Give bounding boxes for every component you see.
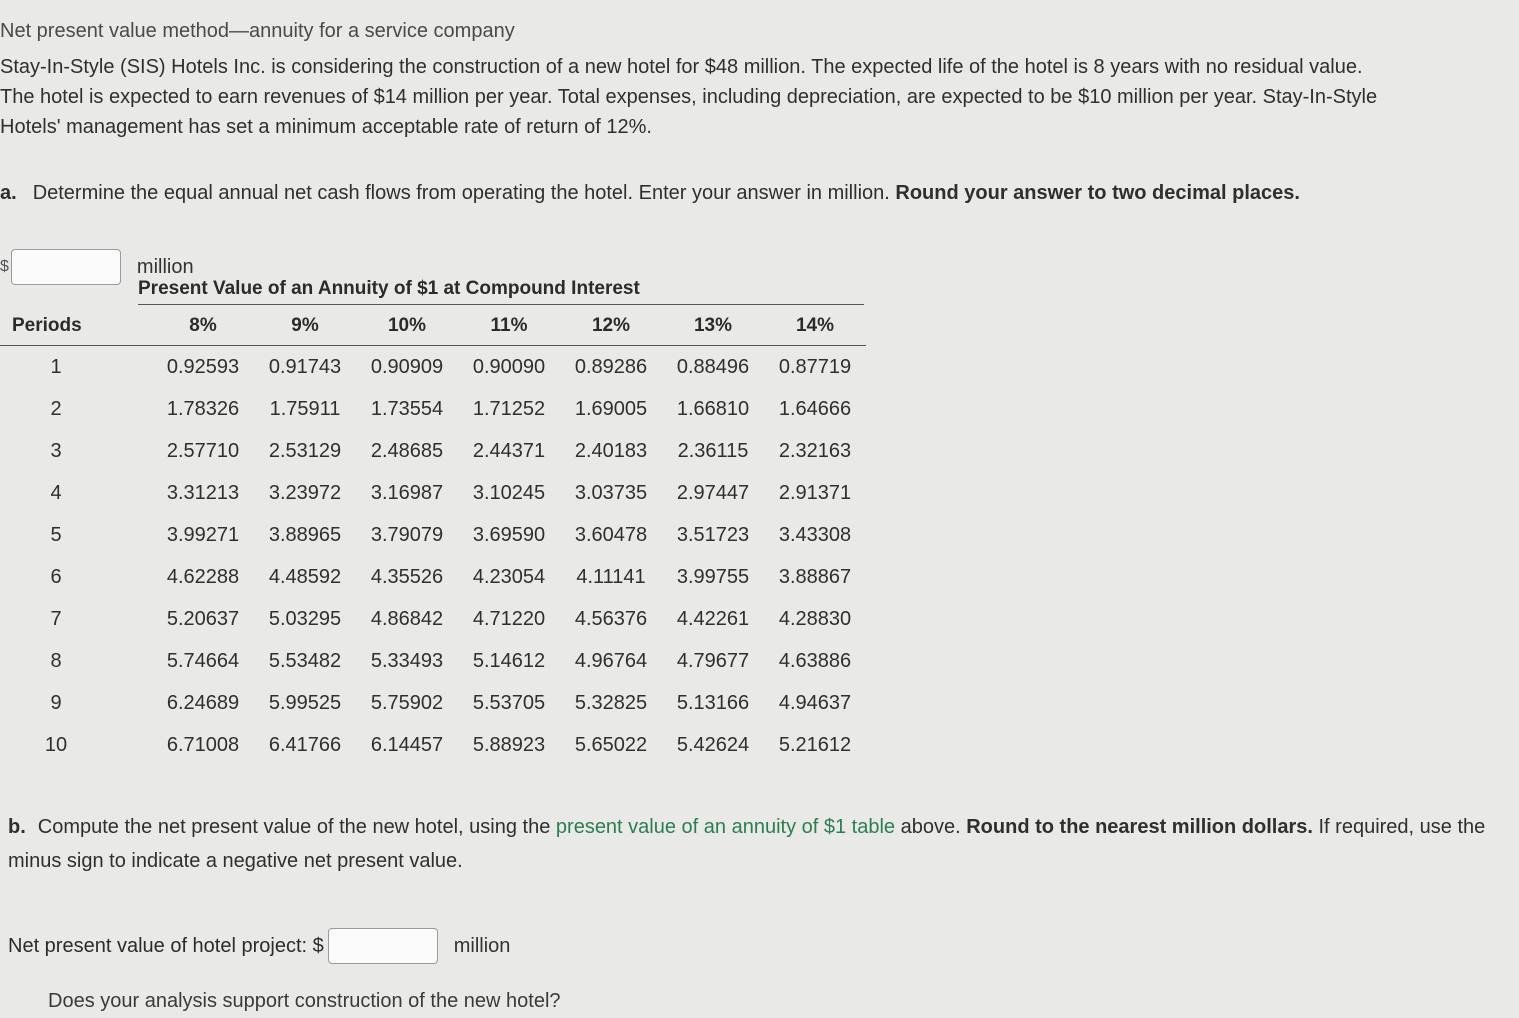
factor-cell: 5.32825 xyxy=(574,691,648,714)
rate-header: 13% xyxy=(662,305,764,346)
factor-cell: 3.99271 xyxy=(166,523,240,546)
part-a-letter: a. xyxy=(0,182,17,204)
page-title: Net present value method—annuity for a service company xyxy=(0,20,515,42)
factor-cell: 4.96764 xyxy=(574,649,648,672)
table-row xyxy=(0,514,866,556)
periods-header: Periods xyxy=(0,305,152,346)
table-title: Present Value of an Annuity of $1 at Compound Interest xyxy=(138,278,864,305)
pv-table-link[interactable]: present value of an annuity of $1 table xyxy=(555,816,896,838)
part-b-unit-label: million xyxy=(453,934,511,957)
factor-cell: 3.88867 xyxy=(778,565,852,588)
problem-statement xyxy=(0,52,1470,142)
period-cell: 8 xyxy=(50,649,62,672)
factor-cell: 1.64666 xyxy=(778,397,852,420)
factor-cell: 0.91743 xyxy=(268,355,342,378)
part-b-prompt xyxy=(8,810,1488,878)
npv-input[interactable] xyxy=(328,928,438,964)
factor-cell: 3.16987 xyxy=(370,481,444,504)
factor-cell: 4.71220 xyxy=(472,607,546,630)
factor-cell: 2.57710 xyxy=(166,439,240,462)
factor-cell: 2.44371 xyxy=(472,439,546,462)
factor-cell: 5.20637 xyxy=(166,607,240,630)
part-b-answer-row xyxy=(8,928,510,964)
factor-cell: 1.71252 xyxy=(472,397,546,420)
dollar-sign: $ xyxy=(0,258,9,275)
part-c-question: Does your analysis support construction of the new hotel? xyxy=(48,990,561,1012)
npv-label: Net present value of hotel project: xyxy=(8,934,308,957)
factor-cell: 4.56376 xyxy=(574,607,648,630)
factor-cell: 2.53129 xyxy=(268,439,342,462)
factor-cell: 2.36115 xyxy=(677,439,749,462)
factor-cell: 4.62288 xyxy=(166,565,240,588)
factor-cell: 3.51723 xyxy=(676,523,750,546)
factor-cell: 5.74664 xyxy=(166,649,240,672)
period-cell: 10 xyxy=(44,733,68,756)
period-cell: 3 xyxy=(50,439,62,462)
period-cell: 9 xyxy=(50,691,62,714)
factor-cell: 2.40183 xyxy=(574,439,648,462)
factor-cell: 5.53705 xyxy=(472,691,546,714)
factor-cell: 1.75911 xyxy=(269,397,341,420)
factor-cell: 3.31213 xyxy=(166,481,240,504)
factor-cell: 5.21612 xyxy=(778,733,852,756)
factor-cell: 1.73554 xyxy=(370,397,444,420)
pv-annuity-table xyxy=(0,305,866,766)
factor-cell: 5.75902 xyxy=(370,691,444,714)
period-cell: 6 xyxy=(50,565,62,588)
table-row xyxy=(0,556,866,598)
part-a-unit-label: million xyxy=(136,255,194,278)
table-row xyxy=(0,430,866,472)
factor-cell: 4.94637 xyxy=(778,691,852,714)
factor-cell: 3.43308 xyxy=(778,523,852,546)
table-row xyxy=(0,724,866,766)
period-cell: 5 xyxy=(50,523,62,546)
factor-cell: 2.32163 xyxy=(778,439,852,462)
factor-cell: 5.13166 xyxy=(676,691,750,714)
factor-cell: 1.69005 xyxy=(574,397,648,420)
factor-cell: 6.24689 xyxy=(166,691,240,714)
part-a-prompt xyxy=(0,182,1300,205)
rate-header: 14% xyxy=(764,305,866,346)
part-a-text: Determine the equal annual net cash flows from operating the hotel. Enter your answer in million. xyxy=(32,182,890,204)
factor-cell: 4.86842 xyxy=(370,607,444,630)
factor-cell: 0.92593 xyxy=(166,355,240,378)
rate-header: 12% xyxy=(560,305,662,346)
factor-cell: 3.99755 xyxy=(676,565,750,588)
factor-cell: 3.23972 xyxy=(268,481,342,504)
factor-cell: 5.14612 xyxy=(472,649,546,672)
rate-header: 11% xyxy=(458,305,560,346)
factor-cell: 5.99525 xyxy=(268,691,342,714)
factor-cell: 5.53482 xyxy=(268,649,342,672)
factor-cell: 3.60478 xyxy=(574,523,648,546)
factor-cell: 6.14457 xyxy=(370,733,444,756)
dollar-sign: $ xyxy=(312,934,324,957)
part-b-text-2: above. xyxy=(900,816,961,838)
factor-cell: 4.23054 xyxy=(472,565,546,588)
factor-cell: 4.28830 xyxy=(778,607,852,630)
factor-cell: 0.87719 xyxy=(778,355,852,378)
factor-cell: 4.11141 xyxy=(576,565,646,588)
factor-cell: 5.42624 xyxy=(676,733,750,756)
factor-cell: 1.66810 xyxy=(676,397,750,420)
factor-cell: 3.69590 xyxy=(472,523,546,546)
table-row xyxy=(0,346,866,389)
table-row xyxy=(0,388,866,430)
factor-cell: 0.89286 xyxy=(574,355,648,378)
problem-sentence-2: The hotel is expected to earn revenues of $14 million per year. Total expenses, including depreciation, are expected to be $10 million per year. Stay-In-Style xyxy=(0,86,1378,108)
factor-cell: 0.90909 xyxy=(370,355,444,378)
rate-header: 9% xyxy=(254,305,356,346)
part-b-rounding-note: Round to the nearest million dollars. xyxy=(966,816,1313,838)
factor-cell: 4.35526 xyxy=(370,565,444,588)
rate-header: 10% xyxy=(356,305,458,346)
factor-cell: 2.91371 xyxy=(778,481,852,504)
factor-cell: 5.65022 xyxy=(574,733,648,756)
factor-cell: 4.63886 xyxy=(778,649,852,672)
factor-cell: 6.71008 xyxy=(166,733,240,756)
table-row xyxy=(0,682,866,724)
factor-cell: 3.03735 xyxy=(574,481,648,504)
factor-cell: 1.78326 xyxy=(166,397,240,420)
table-row xyxy=(0,598,866,640)
table-header-row xyxy=(0,305,866,346)
factor-cell: 4.79677 xyxy=(676,649,750,672)
factor-cell: 2.97447 xyxy=(676,481,750,504)
part-b-letter: b. xyxy=(8,816,26,838)
problem-sentence-3: Hotels' management has set a minimum acceptable rate of return of 12%. xyxy=(0,116,652,138)
factor-cell: 0.88496 xyxy=(676,355,750,378)
period-cell: 2 xyxy=(50,397,62,420)
factor-cell: 2.48685 xyxy=(370,439,444,462)
factor-cell: 5.03295 xyxy=(268,607,342,630)
part-a-rounding-note: Round your answer to two decimal places. xyxy=(895,182,1300,204)
factor-cell: 0.90090 xyxy=(472,355,546,378)
factor-cell: 6.41766 xyxy=(268,733,342,756)
pv-annuity-table-container xyxy=(0,278,870,766)
factor-cell: 5.33493 xyxy=(370,649,444,672)
table-row xyxy=(0,472,866,514)
factor-cell: 4.48592 xyxy=(268,565,342,588)
factor-cell: 4.42261 xyxy=(676,607,750,630)
rate-header: 8% xyxy=(152,305,254,346)
table-row xyxy=(0,640,866,682)
part-b-text-3: If required, use the minus sign to indicate a negative net present value. xyxy=(8,816,1486,872)
period-cell: 7 xyxy=(50,607,62,630)
problem-sentence-1: Stay-In-Style (SIS) Hotels Inc. is considering the construction of a new hotel for $48 million. The expected life of the hotel is 8 years with no residual value. xyxy=(0,56,1363,78)
period-cell: 4 xyxy=(50,481,62,504)
part-b-text-1: Compute the net present value of the new hotel, using the xyxy=(37,816,551,838)
factor-cell: 3.79079 xyxy=(370,523,444,546)
factor-cell: 3.10245 xyxy=(472,481,546,504)
period-cell: 1 xyxy=(50,355,62,378)
factor-cell: 3.88965 xyxy=(268,523,342,546)
factor-cell: 5.88923 xyxy=(472,733,546,756)
